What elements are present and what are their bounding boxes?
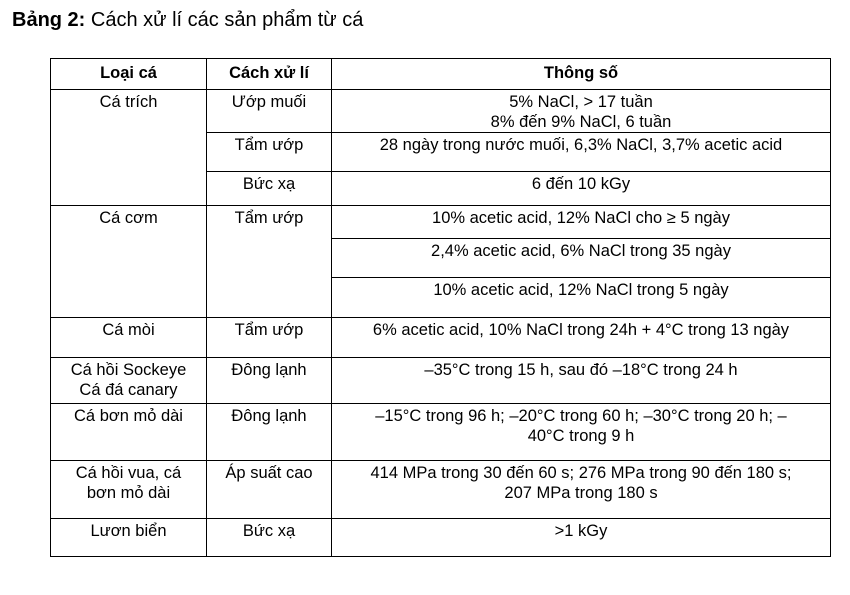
method-cell (207, 358, 332, 404)
table-body (51, 90, 831, 557)
table-row (51, 90, 831, 133)
method-cell (207, 172, 332, 206)
cell-line: –35°C trong 15 h, sau đó –18°C trong 24 h (424, 361, 738, 379)
method-cell (207, 318, 332, 358)
fish-processing-table (50, 58, 831, 557)
table-row (51, 461, 831, 519)
parameter-cell (332, 461, 831, 519)
parameter-cell (332, 358, 831, 404)
cell-line: 8% đến 9% NaCl, 6 tuần (490, 113, 672, 131)
method-cell (207, 206, 332, 318)
cell-line: Tẩm ướp (234, 136, 304, 154)
cell-line: Cá mòi (102, 321, 155, 339)
cell-line: Áp suất cao (225, 464, 313, 482)
cell-line: >1 kGy (554, 522, 608, 540)
header-parameters: Thông số (332, 59, 831, 90)
cell-line: 10% acetic acid, 12% NaCl cho ≥ 5 ngày (432, 209, 730, 227)
cell-line: 28 ngày trong nước muối, 6,3% NaCl, 3,7% acetic acid (379, 136, 783, 154)
table-caption (12, 8, 363, 32)
fish-type-cell (51, 404, 207, 461)
fish-type-cell (51, 90, 207, 206)
cell-line: 40°C trong 9 h (527, 427, 635, 445)
parameter-cell (332, 206, 831, 239)
parameter-cell (332, 519, 831, 557)
parameter-cell (332, 133, 831, 172)
cell-line: Đông lạnh (231, 407, 307, 425)
cell-line: 207 MPa trong 180 s (504, 484, 658, 502)
caption-label: Bảng 2: (12, 9, 86, 31)
fish-type-cell (51, 318, 207, 358)
cell-line: 10% acetic acid, 12% NaCl trong 5 ngày (433, 281, 729, 299)
header-fish-type: Loại cá (51, 59, 207, 90)
parameter-cell (332, 278, 831, 318)
fish-type-cell (51, 358, 207, 404)
method-cell (207, 461, 332, 519)
cell-line: Cá hồi Sockeye (70, 361, 187, 379)
fish-type-cell (51, 519, 207, 557)
cell-line: Cá hồi vua, cá (75, 464, 182, 482)
table-row (51, 206, 831, 239)
fish-type-cell (51, 461, 207, 519)
table-row (51, 358, 831, 404)
parameter-cell (332, 404, 831, 461)
cell-line: 6% acetic acid, 10% NaCl trong 24h + 4°C trong 13 ngày (372, 321, 790, 339)
parameter-cell (332, 318, 831, 358)
header-method: Cách xử lí (207, 59, 332, 90)
cell-line: 2,4% acetic acid, 6% NaCl trong 35 ngày (431, 242, 731, 260)
cell-line: Ướp muối (231, 93, 307, 111)
cell-line: bơn mỏ dài (86, 484, 171, 502)
cell-line: Bức xạ (242, 175, 296, 193)
cell-line: Tẩm ướp (234, 209, 304, 227)
parameter-cell (332, 239, 831, 278)
method-cell (207, 90, 332, 133)
fish-type-cell (51, 206, 207, 318)
cell-line: Cá bơn mỏ dài (74, 407, 183, 425)
table-row (51, 318, 831, 358)
cell-line: Cá đá canary (79, 381, 178, 399)
parameter-cell (332, 172, 831, 206)
table-row (51, 519, 831, 557)
method-cell (207, 404, 332, 461)
method-cell (207, 519, 332, 557)
cell-line: Cá cơm (99, 209, 158, 227)
cell-line: Tẩm ướp (234, 321, 304, 339)
cell-line: 5% NaCl, > 17 tuần (509, 93, 653, 111)
cell-line: Cá trích (99, 93, 158, 111)
cell-line: Lươn biển (90, 522, 167, 540)
cell-line: –15°C trong 96 h; –20°C trong 60 h; –30°C trong 20 h; – (375, 407, 787, 425)
cell-line: Bức xạ (242, 522, 296, 540)
cell-line: 414 MPa trong 30 đến 60 s; 276 MPa trong 90 đến 180 s; (370, 464, 792, 482)
cell-line: Đông lạnh (231, 361, 307, 379)
caption-text: Cách xử lí các sản phẩm từ cá (90, 9, 364, 31)
cell-line: 6 đến 10 kGy (531, 175, 631, 193)
parameter-cell (332, 90, 831, 133)
method-cell (207, 133, 332, 172)
table-row (51, 404, 831, 461)
header-row (51, 59, 831, 90)
